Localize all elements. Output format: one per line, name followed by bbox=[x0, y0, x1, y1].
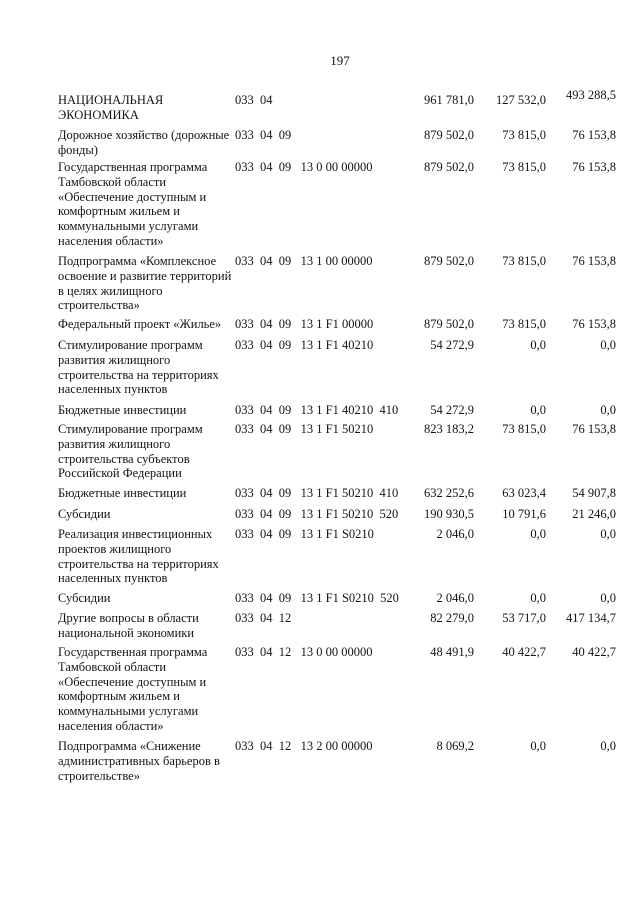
row-value-2: 0,0 bbox=[530, 403, 546, 417]
row-value-2: 73 815,0 bbox=[502, 317, 546, 331]
row-value-2: 10 791,6 bbox=[502, 507, 546, 521]
row-name: Федеральный проект «Жилье» bbox=[58, 317, 222, 331]
row-value-3: 76 153,8 bbox=[572, 160, 616, 174]
row-value-1: 8 069,2 bbox=[436, 739, 474, 753]
row-value-3: 0,0 bbox=[600, 403, 616, 417]
row-code: 033 04 09 13 1 F1 00000 bbox=[235, 317, 374, 331]
row-name: Государственная программа Тамбовской области «Обеспечение доступным и комфортным жильем и коммунальными услугами населения области» bbox=[58, 645, 208, 733]
row-value-1: 879 502,0 bbox=[424, 160, 474, 174]
row-value-1: 879 502,0 bbox=[424, 128, 474, 142]
row-value-3: 417 134,7 bbox=[566, 611, 616, 625]
row-value-1: 82 279,0 bbox=[430, 611, 474, 625]
row-code: 033 04 12 13 2 00 00000 bbox=[235, 739, 373, 753]
row-value-1: 961 781,0 bbox=[424, 93, 474, 107]
row-code: 033 04 12 bbox=[235, 611, 292, 625]
row-name: Бюджетные инвестиции bbox=[58, 403, 187, 417]
row-code: 033 04 09 13 1 F1 50210 410 bbox=[235, 486, 399, 500]
row-value-3: 76 153,8 bbox=[572, 128, 616, 142]
row-value-2: 63 023,4 bbox=[502, 486, 546, 500]
row-value-1: 48 491,9 bbox=[430, 645, 474, 659]
row-code: 033 04 09 13 1 F1 S0210 520 bbox=[235, 591, 399, 605]
row-value-2: 0,0 bbox=[530, 338, 546, 352]
row-value-3: 54 907,8 bbox=[572, 486, 616, 500]
row-value-3: 0,0 bbox=[600, 739, 616, 753]
row-value-2: 0,0 bbox=[530, 527, 546, 541]
row-name: Стимулирование программ развития жилищного строительства на территориях населенных пунктов bbox=[58, 338, 219, 397]
row-name: Подпрограмма «Снижение административных барьеров в строительстве» bbox=[58, 739, 220, 783]
row-value-2: 0,0 bbox=[530, 739, 546, 753]
row-value-3: 76 153,8 bbox=[572, 254, 616, 268]
row-value-3: 0,0 bbox=[600, 338, 616, 352]
row-value-1: 190 930,5 bbox=[424, 507, 474, 521]
row-code: 033 04 09 13 0 00 00000 bbox=[235, 160, 373, 174]
row-code: 033 04 09 13 1 F1 50210 bbox=[235, 422, 374, 436]
row-code: 033 04 09 13 1 F1 40210 410 bbox=[235, 403, 399, 417]
row-value-1: 54 272,9 bbox=[430, 403, 474, 417]
row-value-3: 0,0 bbox=[600, 527, 616, 541]
row-value-1: 879 502,0 bbox=[424, 254, 474, 268]
row-code: 033 04 09 13 1 F1 S0210 bbox=[235, 527, 374, 541]
row-name: Бюджетные инвестиции bbox=[58, 486, 187, 500]
row-name: Реализация инвестиционных проектов жилищного строительства на территориях населенных пунктов bbox=[58, 527, 219, 586]
row-name: Другие вопросы в области национальной экономики bbox=[58, 611, 199, 640]
row-name: Субсидии bbox=[58, 591, 111, 605]
row-value-1: 2 046,0 bbox=[436, 527, 474, 541]
row-value-2: 73 815,0 bbox=[502, 254, 546, 268]
page-number: 197 bbox=[330, 53, 350, 68]
row-value-2: 73 815,0 bbox=[502, 128, 546, 142]
row-name: Дорожное хозяйство (дорожные фонды) bbox=[58, 128, 230, 157]
row-code: 033 04 09 13 1 F1 40210 bbox=[235, 338, 374, 352]
row-name: Государственная программа Тамбовской области «Обеспечение доступным и комфортным жильем и коммунальными услугами населения области» bbox=[58, 160, 208, 248]
row-value-2: 73 815,0 bbox=[502, 160, 546, 174]
row-value-2: 40 422,7 bbox=[502, 645, 546, 659]
row-value-3: 40 422,7 bbox=[572, 645, 616, 659]
row-value-1: 2 046,0 bbox=[436, 591, 474, 605]
row-code: 033 04 09 13 1 F1 50210 520 bbox=[235, 507, 399, 521]
row-code: 033 04 09 bbox=[235, 128, 292, 142]
row-value-1: 879 502,0 bbox=[424, 317, 474, 331]
row-code: 033 04 bbox=[235, 93, 273, 107]
row-value-1: 632 252,6 bbox=[424, 486, 474, 500]
row-value-3: 0,0 bbox=[600, 591, 616, 605]
row-code: 033 04 09 13 1 00 00000 bbox=[235, 254, 373, 268]
row-name: Подпрограмма «Комплексное освоение и развитие территорий в целях жилищного строительства» bbox=[58, 254, 232, 313]
row-value-3: 21 246,0 bbox=[572, 507, 616, 521]
row-name: Субсидии bbox=[58, 507, 111, 521]
row-value-3: 493 288,5 bbox=[566, 88, 616, 102]
row-code: 033 04 12 13 0 00 00000 bbox=[235, 645, 373, 659]
row-value-1: 54 272,9 bbox=[430, 338, 474, 352]
row-value-3: 76 153,8 bbox=[572, 422, 616, 436]
row-value-2: 73 815,0 bbox=[502, 422, 546, 436]
row-name: Стимулирование программ развития жилищного строительства субъектов Российской Федерации bbox=[58, 422, 203, 481]
row-value-2: 127 532,0 bbox=[496, 93, 546, 107]
row-value-1: 823 183,2 bbox=[424, 422, 474, 436]
row-value-2: 0,0 bbox=[530, 591, 546, 605]
row-value-2: 53 717,0 bbox=[502, 611, 546, 625]
row-value-3: 76 153,8 bbox=[572, 317, 616, 331]
row-name: НАЦИОНАЛЬНАЯ ЭКОНОМИКА bbox=[58, 93, 164, 122]
